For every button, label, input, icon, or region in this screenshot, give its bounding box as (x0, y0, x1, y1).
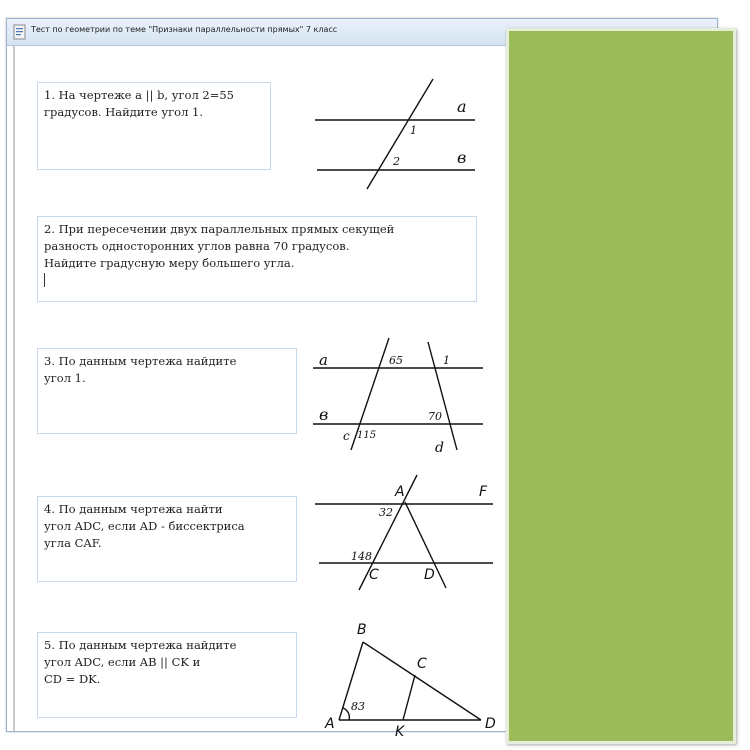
label-point-a: A (395, 484, 405, 500)
question-3-figure (305, 334, 495, 464)
green-panel (506, 28, 736, 744)
page-margin-line (13, 46, 15, 731)
question-1-box[interactable] (37, 82, 271, 170)
label-point-k: K (395, 724, 405, 740)
label-angle-115: 115 (357, 430, 377, 441)
text-cursor (44, 273, 45, 287)
question-3-text: 3. По данным чертежа найдите угол 1. (44, 354, 237, 385)
question-4-figure (307, 474, 502, 604)
window-title: Тест по геометрии по теме "Признаки параллельности прямых" 7 класс (31, 25, 338, 34)
angle-arc-a (343, 708, 349, 720)
question-5-figure (313, 618, 503, 748)
label-a: a (319, 351, 328, 369)
label-angle-2: 2 (393, 155, 400, 168)
label-point-d: D (485, 716, 496, 732)
segment-ck (403, 675, 415, 720)
question-2-text: 2. При пересечении двух параллельных прямых секущей разность односторонних углов равна 70 градусов. Найдите градусную меру большего угла. (44, 222, 395, 270)
line-ac (359, 475, 417, 590)
label-angle-32: 32 (379, 506, 393, 519)
label-angle-83: 83 (351, 700, 365, 713)
label-point-a: A (325, 716, 335, 732)
segment-bd (363, 642, 481, 720)
label-point-c: C (369, 567, 379, 583)
label-angle-1: 1 (410, 124, 417, 137)
question-3-box[interactable] (37, 348, 297, 434)
label-c: c (343, 429, 350, 443)
label-angle-65: 65 (389, 354, 403, 367)
question-1-figure (307, 76, 487, 196)
label-d: d (435, 440, 444, 456)
label-angle-1: 1 (443, 354, 450, 367)
label-point-b: B (357, 622, 367, 638)
label-b: в (457, 148, 467, 167)
question-4-text: 4. По данным чертежа найти угол ADC, если AD - биссектриса угла CAF. (44, 502, 245, 550)
question-2-box[interactable] (37, 216, 477, 302)
secant-line (367, 79, 433, 189)
question-4-box[interactable] (37, 496, 297, 582)
label-angle-148: 148 (351, 550, 372, 563)
document-icon (12, 24, 28, 40)
label-angle-70: 70 (428, 410, 442, 423)
label-a: a (457, 97, 467, 116)
label-point-c: C (417, 656, 427, 672)
question-1-text: 1. На чертеже a || b, угол 2=55 градусов. Найдите угол 1. (44, 88, 234, 119)
label-point-f: F (479, 484, 488, 500)
label-point-d: D (424, 567, 435, 583)
question-5-box[interactable] (37, 632, 297, 718)
label-b: в (319, 405, 329, 424)
question-5-text: 5. По данным чертежа найдите угол ADC, если AB || CK и CD = DK. (44, 638, 237, 686)
